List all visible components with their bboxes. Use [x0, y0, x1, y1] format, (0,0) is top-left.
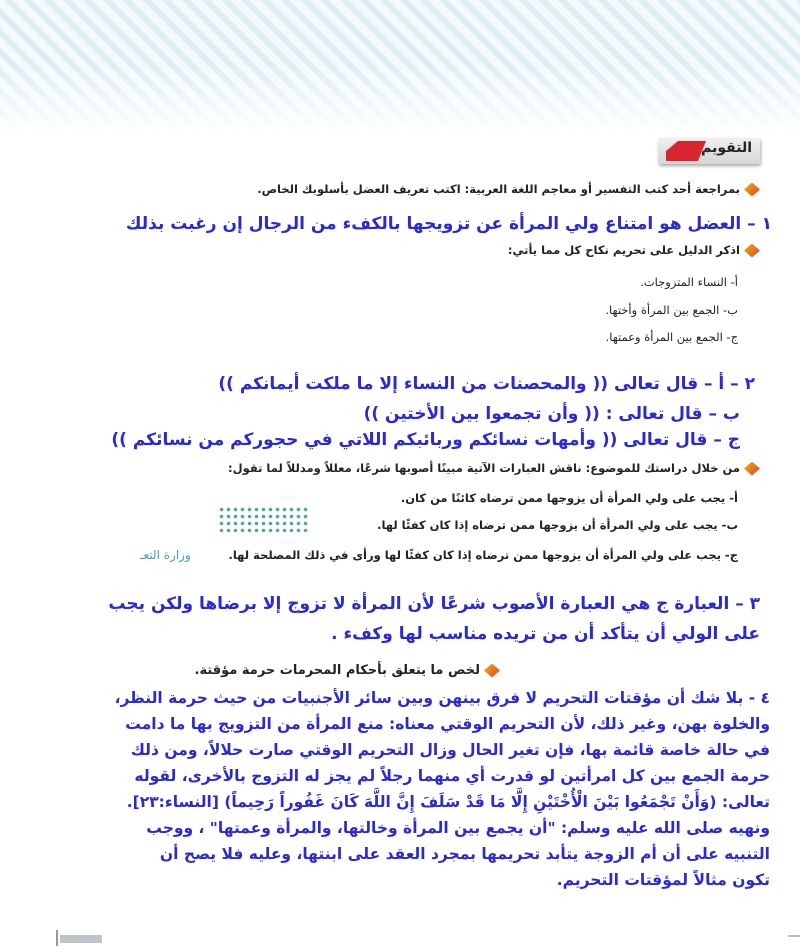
- question-3: من خلال دراستك للموضوع: ناقش العبارات الآتية مبينًا أصوبها شرعًا، معللاً ومدللاً لما تقول:: [228, 461, 760, 476]
- answer-1: ١ – العضل هو امتناع ولي المرأة عن تزويجها بالكفء من الرجال إن رغبت بذلك: [125, 214, 772, 234]
- question-3-item: ب- يجب على ولي المرأة أن يزوجها ممن ترضاه إذا كان كفئًا لها.: [377, 518, 738, 532]
- question-badge-icon: [484, 664, 500, 678]
- answer-3-line: على الولي أن يتأكد أن من تريده مناسب لها وكفء .: [331, 624, 760, 644]
- decorative-banner: [0, 0, 800, 135]
- question-badge-icon: [744, 183, 760, 197]
- answer-4-line: تعالى: (وَأَنْ تَجْمَعُوا بَيْنَ الْأُخْتَيْنِ إِلَّا مَا قَدْ سَلَفَ إِنَّ اللَّهَ كَانَ غَفُوراً رَحِيماً) [النساء:٢٣].: [126, 793, 770, 811]
- question-badge-icon: [744, 462, 760, 476]
- answer-3-line: ٣ – العبارة ج هي العبارة الأصوب شرعًا لأن المرأة لا تزوج إلا برضاها ولكن يجب: [108, 594, 760, 614]
- answer-4-line: ٤ - بلا شك أن مؤقتات التحريم لا فرق بينهن وبين سائر الأجنبيات من حيث حرمة النظر،: [114, 689, 770, 707]
- ministry-watermark: وزارة التعـ: [140, 548, 191, 562]
- question-badge-icon: [744, 244, 760, 258]
- question-2-item: ب- الجمع بين المرأة وأختها.: [605, 303, 738, 317]
- footer-bar: [60, 935, 102, 943]
- answer-4-line: في حالة خاصة قائمة بها، فإن تغير الحال وزال التحريم الوقتي صارت حلالاً، ومن ذلك: [130, 741, 770, 759]
- answer-4-line: والخلوة بهن، وغير ذلك، لأن التحريم الوقتي معناه: منع المرأة من التزويج بها ما دامت: [125, 715, 770, 733]
- question-3-item: أ- يجب على ولي المرأة أن يزوجها ممن ترضاه كائنًا من كان.: [400, 491, 738, 505]
- question-3-item: ج- يجب على ولي المرأة أن يزوجها ممن ترضاه إذا كان كفئًا لها ورأى في ذلك المصلحة لها.: [228, 548, 738, 562]
- question-2-item: ج- الجمع بين المرأة وعمتها.: [605, 330, 738, 344]
- answer-2-line: ج – قال تعالى (( وأمهات نسائكم وربائبكم اللاتي في حجوركم من نسائكم )): [111, 430, 740, 450]
- answer-2-line: ٢ – أ – قال تعالى (( والمحصنات من النساء إلا ما ملكت أيمانكم )): [218, 374, 755, 394]
- answer-4-line: حرمة الجمع بين كل امرأتين لو قدرت أي منهما رجلاً لم يجز له التزوج بالأخرى، لقوله: [134, 767, 770, 785]
- section-title: التقويم: [701, 140, 752, 156]
- answer-2-line: ب – قال تعالى : (( وأن تجمعوا بين الأختين )): [363, 404, 740, 424]
- ministry-logo: [218, 506, 310, 532]
- question-1: بمراجعة أحد كتب التفسير أو معاجم اللغة العربية: اكتب تعريف العضل بأسلوبك الخاص.: [257, 182, 760, 197]
- question-2: اذكر الدليل على تحريم نكاح كل مما يأتي:: [508, 243, 760, 258]
- answer-4-line: تكون مثالاً لمؤقتات التحريم.: [556, 871, 770, 889]
- page-mark: [56, 930, 58, 946]
- page-mark: [788, 935, 800, 937]
- question-4: لخص ما يتعلق بأحكام المحرمات حرمة مؤقتة.: [195, 663, 500, 678]
- question-2-item: أ- النساء المتزوجات.: [640, 275, 738, 289]
- answer-4-line: التنبيه على أن أم الزوجة يتأبد تحريمها بمجرد العقد على ابنتها، وعليه فلا يصح أن: [159, 845, 770, 863]
- answer-4-line: ونهيه صلى الله عليه وسلم: "أن يجمع بين المرأة وخالتها، والمرأة وعمتها" ، ووجب: [146, 819, 770, 837]
